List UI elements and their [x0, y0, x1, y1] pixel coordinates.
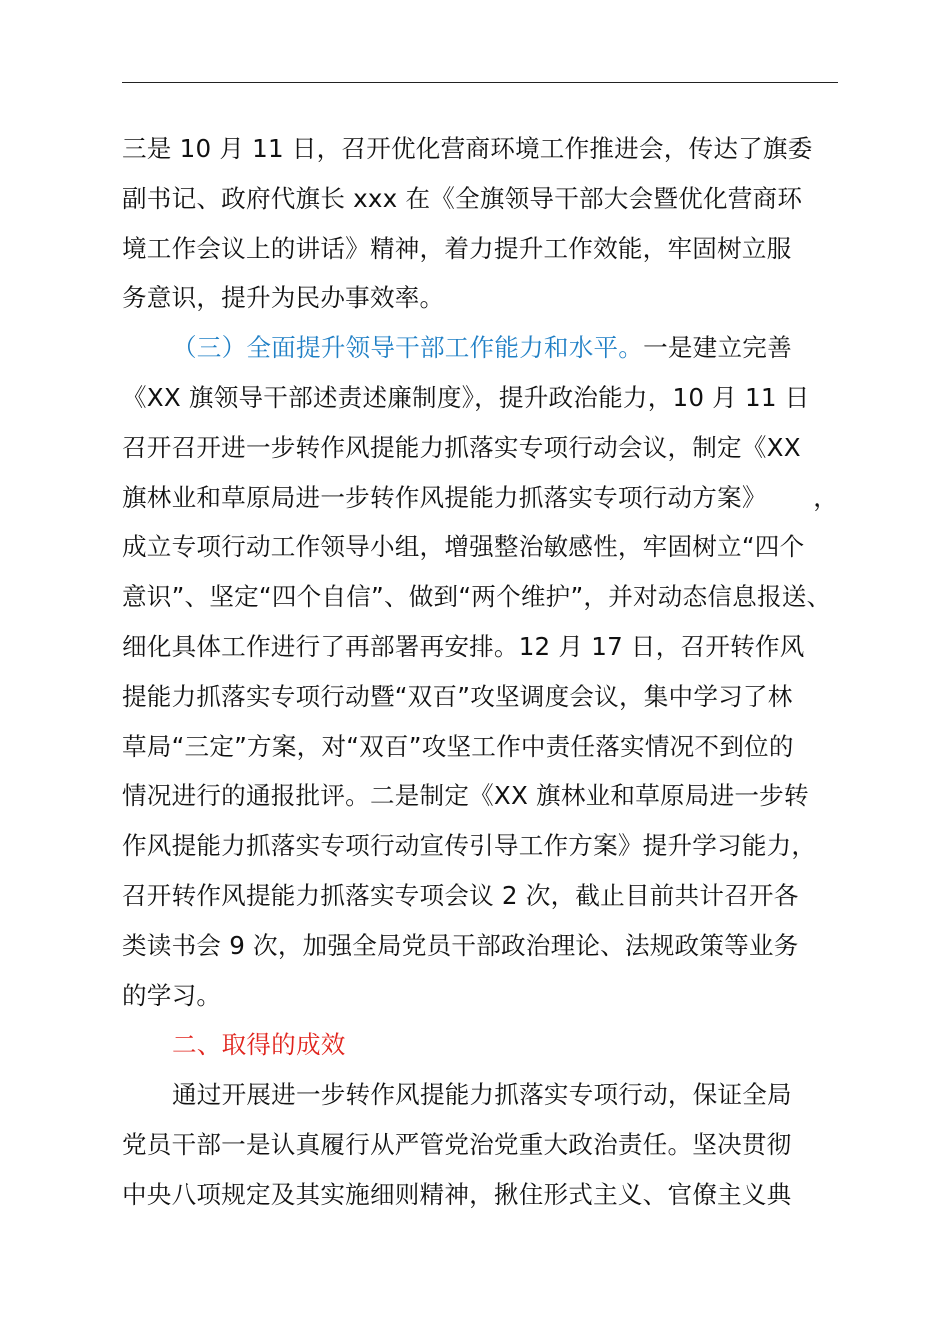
- text-line: 务意识，提升为民办事效率。: [122, 283, 445, 313]
- text-line: 召开转作风提能力抓落实专项会议 2 次，截止目前共计召开各: [122, 880, 799, 910]
- text-line: 副书记、政府代旗长 xxx 在《全旗领导干部大会暨优化营商环: [122, 183, 803, 213]
- text-line: 类读书会 9 次，加强全局党员干部政治理论、法规政策等业务: [122, 930, 799, 960]
- text-line: 意识”、坚定“四个自信”、做到“两个维护”，并对动态信息报送、: [122, 582, 832, 612]
- section-3-heading: （三）全面提升领导干部工作能力和水平。: [172, 333, 644, 363]
- text-line: 作风提能力抓落实专项行动宣传引导工作方案》提升学习能力，: [122, 831, 817, 861]
- text-line: 提能力抓落实专项行动暨“双百”攻坚调度会议，集中学习了林: [122, 681, 793, 711]
- section-3-line: [122, 323, 838, 373]
- text-line-part: ，: [813, 482, 838, 512]
- text-line: 召开召开进一步转作风提能力抓落实专项行动会议，制定《XX: [122, 432, 801, 462]
- document-body: [122, 124, 838, 1220]
- section-3-text: 一是建立完善: [643, 333, 792, 363]
- text-line: 细化具体工作进行了再部署再安排。12 月 17 日，召开转作风: [122, 631, 805, 661]
- text-line: 草局“三定”方案，对“双百”攻坚工作中责任落实情况不到位的: [122, 731, 794, 761]
- text-line: 通过开展进一步转作风提能力抓落实专项行动，保证全局: [172, 1080, 792, 1110]
- text-line: 成立专项行动工作领导小组，增强整治敏感性，牢固树立“四个: [122, 532, 805, 562]
- section-heading-2: 二、取得的成效: [172, 1030, 346, 1060]
- text-line: 的学习。: [122, 980, 222, 1010]
- text-line: 中央八项规定及其实施细则精神，揪住形式主义、官僚主义典: [122, 1179, 792, 1209]
- text-line: 党员干部一是认真履行从严管党治党重大政治责任。坚决贯彻: [122, 1129, 792, 1159]
- text-line: 境工作会议上的讲话》精神，着力提升工作效能，牢固树立服: [122, 233, 792, 263]
- text-line: 情况进行的通报批评。二是制定《XX 旗林业和草原局进一步转: [122, 781, 809, 811]
- text-line: 三是 10 月 11 日，召开优化营商环境工作推进会，传达了旗委: [122, 134, 813, 163]
- text-line-part: 旗林业和草原局进一步转作风提能力抓落实专项行动方案》: [122, 482, 767, 512]
- text-line: 《XX 旗领导干部述责述廉制度》，提升政治能力，10 月 11 日: [122, 382, 810, 412]
- header-rule: [122, 82, 838, 83]
- text-line: [122, 473, 838, 523]
